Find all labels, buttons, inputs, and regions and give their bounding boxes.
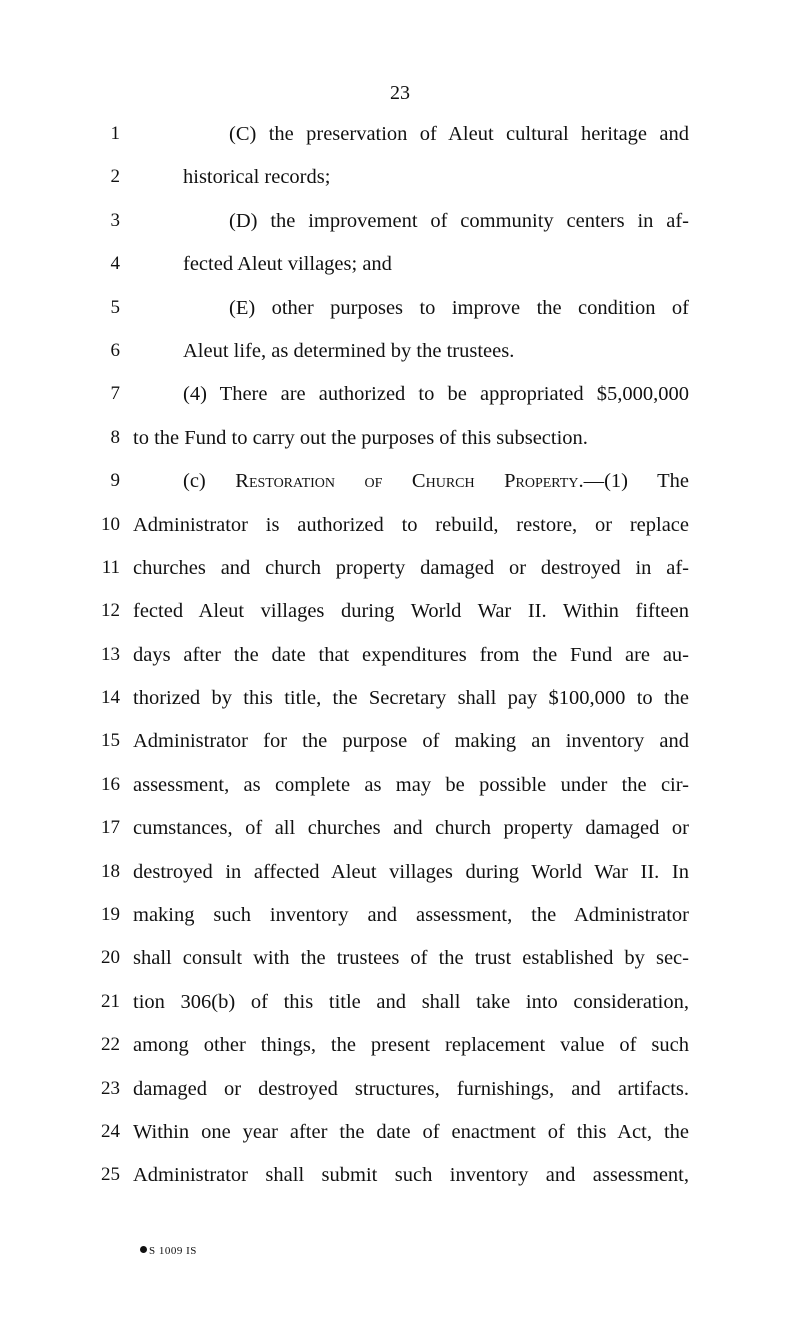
line-text: Administrator is authorized to rebuild, restore, or replace [133,513,689,536]
line-number: 14 [101,687,120,709]
line-10 [0,506,800,549]
line-text: thorized by this title, the Secretary shall pay $100,000 to the [133,687,689,710]
line-text: (C) the preservation of Aleut cultural heritage and [229,123,689,145]
line-15 [0,722,800,765]
bill-footer [140,1245,197,1257]
line-number: 2 [110,166,120,188]
subsection-label: (c) [183,470,236,493]
line-number: 23 [101,1077,120,1099]
line-25 [0,1156,800,1199]
line-text: to the Fund to carry out the purposes of this subsection. [133,426,588,449]
line-text: Administrator shall submit such inventory and assessment, [133,1164,689,1187]
line-number: 5 [110,296,120,318]
line-text: churches and church property damaged or destroyed in af- [133,556,689,579]
line-9 [0,462,800,505]
line-23 [0,1070,800,1113]
line-text: shall consult with the trustees of the trust established by sec- [133,947,689,970]
line-24 [0,1113,800,1156]
line-17 [0,809,800,852]
line-21 [0,983,800,1026]
line-8 [0,419,800,462]
line-text: fected Aleut villages; and [183,253,392,276]
line-text: damaged or destroyed structures, furnishings, and artifacts. [133,1077,689,1100]
line-text: making such inventory and assessment, the Administrator [133,904,689,927]
bill-identifier: S 1009 IS [149,1245,197,1257]
line-2 [0,158,800,201]
line-number: 18 [101,860,120,882]
line-number: 17 [101,817,120,839]
line-number: 15 [101,730,120,752]
line-number: 9 [110,470,120,492]
line-20 [0,939,800,982]
line-5 [0,289,800,332]
bullet-icon [140,1246,147,1253]
line-4 [0,245,800,288]
line-text: assessment, as complete as may be possible under the cir- [133,773,689,796]
bill-text [0,115,800,1200]
line-11 [0,549,800,592]
line-number: 25 [101,1164,120,1186]
line-text: days after the date that expenditures from the Fund are au- [133,643,689,666]
line-text: Aleut life, as determined by the trustees. [183,339,515,362]
line-number: 1 [110,123,120,144]
line-number: 3 [110,209,120,231]
line-13 [0,636,800,679]
line-text [183,470,689,493]
line-text: tion 306(b) of this title and shall take into consideration, [133,990,689,1013]
line-text: fected Aleut villages during World War II. Within fifteen [133,600,689,623]
line-text: historical records; [183,166,331,189]
line-number: 12 [101,600,120,622]
line-12 [0,592,800,635]
line-text: Administrator for the purpose of making an inventory and [133,730,689,753]
line-number: 7 [110,383,120,405]
line-22 [0,1026,800,1069]
line-6 [0,332,800,375]
page-number: 23 [390,82,410,104]
line-16 [0,766,800,809]
line-text: among other things, the present replacement value of such [133,1034,689,1057]
line-19 [0,896,800,939]
line-number: 13 [101,643,120,665]
line-number: 20 [101,947,120,969]
line-number: 21 [101,990,120,1012]
line-number: 10 [101,513,120,535]
line-text: (4) There are authorized to be appropriated $5,000,000 [183,383,689,406]
line-number: 4 [110,253,120,275]
line-3 [0,202,800,245]
line-7 [0,375,800,418]
line-number: 8 [110,426,120,448]
line-number: 11 [101,556,120,578]
heading-continuation: .—(1) The [578,470,689,493]
line-14 [0,679,800,722]
line-number: 22 [101,1034,120,1056]
line-text: cumstances, of all churches and church property damaged or [133,817,689,840]
line-18 [0,853,800,896]
line-1 [0,115,800,158]
line-text: (E) other purposes to improve the condition of [229,296,689,319]
line-text: Within one year after the date of enactment of this Act, the [133,1120,689,1143]
line-number: 24 [101,1120,120,1142]
section-heading: Restoration of Church Property [235,470,579,493]
line-number: 19 [101,904,120,926]
line-text: destroyed in affected Aleut villages during World War II. In [133,860,689,883]
line-text: (D) the improvement of community centers in af- [229,209,689,232]
line-number: 16 [101,773,120,795]
line-number: 6 [110,339,120,361]
